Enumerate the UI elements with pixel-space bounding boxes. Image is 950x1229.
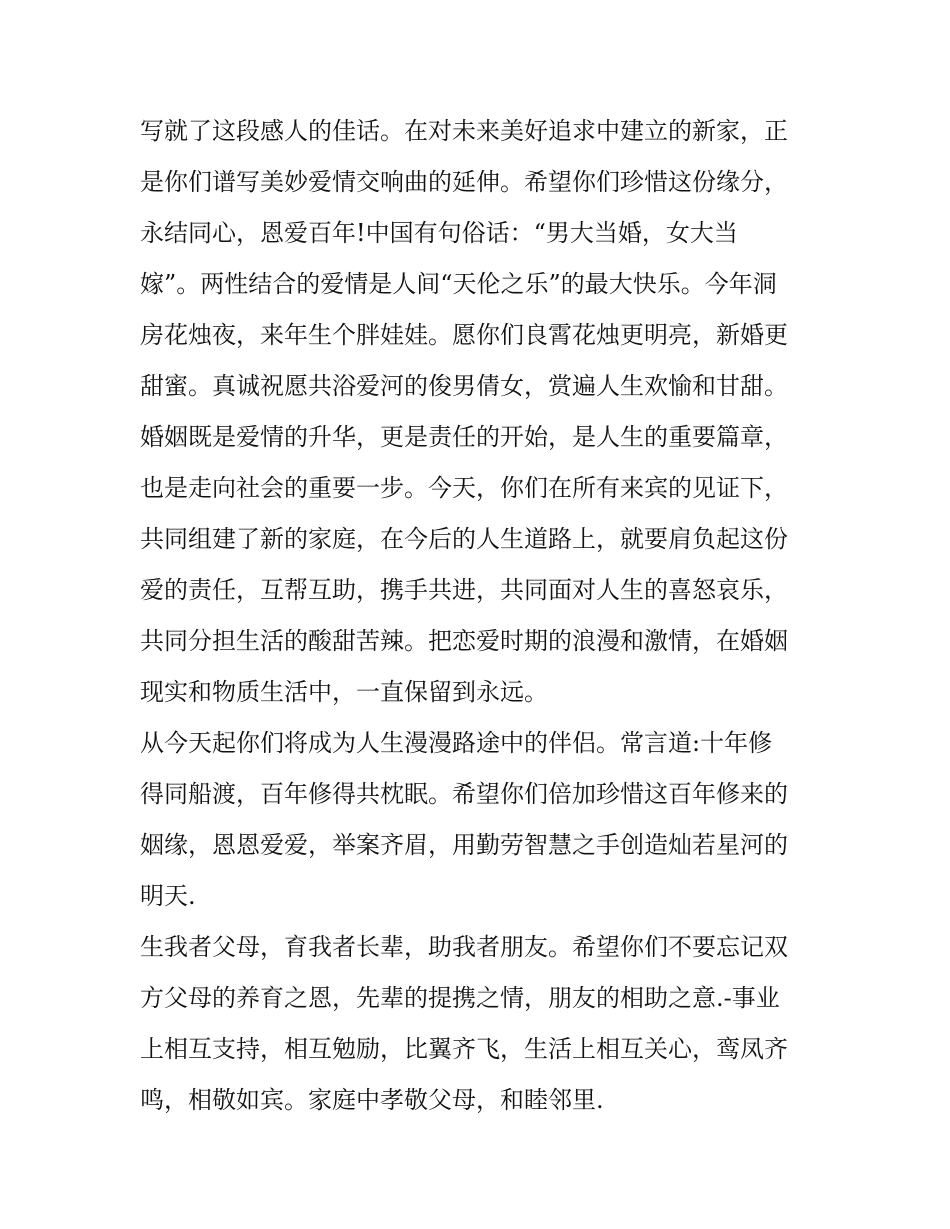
text-line-13: 从今天起你们将成为人生漫漫路途中的伴侣。常言道:十年修 (140, 729, 773, 757)
text-line-2: 是你们谱写美妙爱情交响曲的延伸。希望你们珍惜这份缘分， (140, 168, 788, 196)
text-line-8: 也是走向社会的重要一步。今天，你们在所有来宾的见证下， (140, 474, 788, 502)
text-line-6: 甜蜜。真诚祝愿共浴爱河的俊男倩女，赏遍人生欢愉和甘甜。 (140, 372, 788, 400)
text-line-19: 上相互支持，相互勉励，比翼齐飞，生活上相互关心，鸾凤齐 (140, 1035, 788, 1063)
text-line-15: 姻缘，恩恩爱爱，举案齐眉，用勤劳智慧之手创造灿若星河的 (140, 831, 788, 859)
text-line-4: 嫁”。两性结合的爱情是人间“天伦之乐”的最大快乐。今年洞 (140, 270, 777, 298)
text-line-18: 方父母的养育之恩，先辈的提携之情，朋友的相助之意.-事业 (140, 984, 780, 1012)
text-line-16: 明天. (140, 882, 196, 910)
text-line-7: 婚姻既是爱情的升华，更是责任的开始，是人生的重要篇章， (140, 423, 788, 451)
text-line-11: 共同分担生活的酸甜苦辣。把恋爱时期的浪漫和激情，在婚姻 (140, 627, 788, 655)
text-line-1: 写就了这段感人的佳话。在对未来美好追求中建立的新家，正 (140, 117, 788, 145)
text-line-10: 爱的责任，互帮互助，携手共进，共同面对人生的喜怒哀乐， (140, 576, 788, 604)
text-line-14: 得同船渡，百年修得共枕眠。希望你们倍加珍惜这百年修来的 (140, 780, 788, 808)
text-line-9: 共同组建了新的家庭，在今后的人生道路上，就要肩负起这份 (140, 525, 788, 553)
text-line-17: 生我者父母，育我者长辈，助我者朋友。希望你们不要忘记双 (140, 933, 788, 961)
text-line-20: 鸣，相敬如宾。家庭中孝敬父母，和睦邻里. (140, 1086, 604, 1114)
text-line-3: 永结同心，恩爱百年!中国有句俗话：“男大当婚，女大当 (140, 219, 738, 247)
text-line-12: 现实和物质生活中，一直保留到永远。 (140, 678, 548, 706)
document-body-text (140, 106, 812, 1126)
text-line-5: 房花烛夜，来年生个胖娃娃。愿你们良霄花烛更明亮，新婚更 (140, 321, 788, 349)
